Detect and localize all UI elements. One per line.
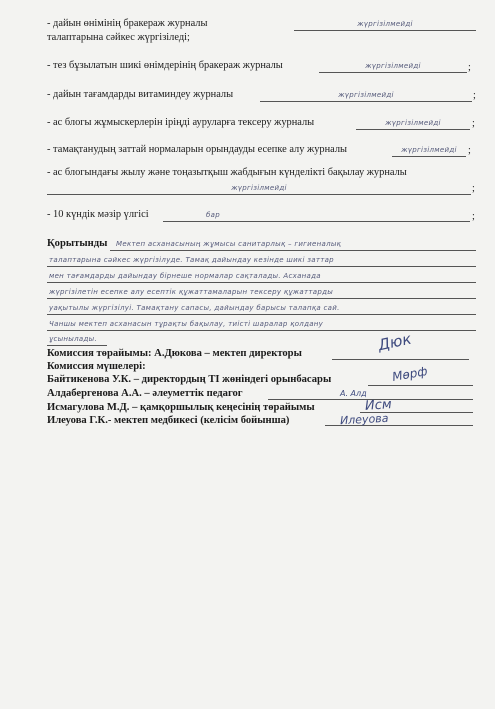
item-text: - дайын тағамдарды витаминдеу журналы: [47, 89, 234, 100]
fill-line: [47, 194, 471, 195]
signature-line: [332, 359, 469, 360]
item-end: ;: [472, 211, 475, 222]
fill-line: [260, 101, 472, 102]
item-text: - 10 күндік мәзір үлгісі: [47, 209, 149, 220]
item-text-continued: талаптарына сәйкес жүргізіледі;: [47, 32, 190, 43]
item-text: - дайын өнімінің бракераж журналы: [47, 18, 208, 29]
member-signature: Исм: [364, 397, 393, 414]
fill-line: [47, 298, 476, 299]
handwritten-line: Чаншы мектеп асханасын тұрақты бақылау, тиісті шаралар қолдану: [49, 320, 324, 328]
handwritten-line: жүргізілетін есепке алу есептік құжаттамаларын тексеру құжаттарды: [49, 288, 334, 296]
handwritten-line: Мектеп асханасының жұмысы санитарлық – гигиеналық: [116, 240, 342, 248]
handwritten-answer: бар: [206, 211, 220, 219]
fill-line: [392, 156, 466, 157]
item-text: - ас блогы жұмыскерлерін іріңді ауруларға тексеру журналы: [47, 117, 315, 128]
member-line: Байтикенова У.К. – директордың ТІ жөніндегі орынбасары: [47, 374, 332, 385]
item-end: ;: [472, 118, 475, 129]
fill-line: [356, 129, 470, 130]
item-text: - тез бұзылатын шикі өнімдерінің бракераж журналы: [47, 60, 283, 71]
item-text: - тамақтанудың заттай нормаларын орындауды есепке алу журналы: [47, 144, 348, 155]
handwritten-line: талаптарына сәйкес жүргізілуде. Тамақ дайындау кезінде шикі заттар: [49, 256, 334, 264]
member-line: Исмагулова М.Д. – қамқоршылық кеңесінің төрайымы: [47, 402, 315, 413]
handwritten-answer: жүргізілмейді: [365, 62, 421, 70]
item-end: ;: [473, 90, 476, 101]
fill-line: [294, 30, 476, 31]
fill-line: [47, 345, 107, 346]
chair-signature: Дюк: [376, 329, 413, 355]
conclusion-label: Қорытынды: [47, 238, 108, 249]
member-signature: Мөрф: [391, 364, 429, 384]
fill-line: [47, 266, 476, 267]
handwritten-line: уақытылы жүргізілуі. Тамақтану сапасы, дайындау барысы талапқа сай.: [49, 304, 340, 312]
signature-line: [368, 385, 473, 386]
handwritten-answer: жүргізілмейді: [401, 146, 457, 154]
fill-line: [47, 330, 476, 331]
fill-line: [47, 314, 476, 315]
handwritten-answer: жүргізілмейді: [338, 91, 394, 99]
commission-members-label: Комиссия мүшелері:: [47, 361, 146, 372]
member-signature: Илеуова: [339, 411, 389, 428]
item-end: ;: [468, 62, 471, 73]
item-text: - ас блогындағы жылу және тоңазытқыш жабдығын күнделікті бақылау журналы: [47, 167, 407, 178]
commission-chair: Комиссия төрайымы: А.Дюкова – мектеп директоры: [47, 348, 302, 359]
handwritten-answer: жүргізілмейді: [357, 20, 413, 28]
handwritten-answer: жүргізілмейді: [385, 119, 441, 127]
handwritten-line: мен тағамдарды дайындау бірнеше нормалар сақталады. Асханада: [49, 272, 321, 280]
member-line: Илеуова Г.К.- мектеп медбикесі (келісім бойынша): [47, 415, 290, 426]
item-end: ;: [472, 183, 475, 194]
handwritten-answer: жүргізілмейді: [231, 184, 287, 192]
member-line: Алдабергенова А.А. – әлеуметтік педагог: [47, 388, 243, 399]
member-signature: А. Алд: [340, 389, 367, 398]
fill-line: [110, 250, 476, 251]
item-end: ;: [468, 145, 471, 156]
fill-line: [319, 72, 467, 73]
handwritten-line: ұсынылады.: [49, 335, 97, 343]
fill-line: [47, 282, 476, 283]
fill-line: [163, 221, 470, 222]
